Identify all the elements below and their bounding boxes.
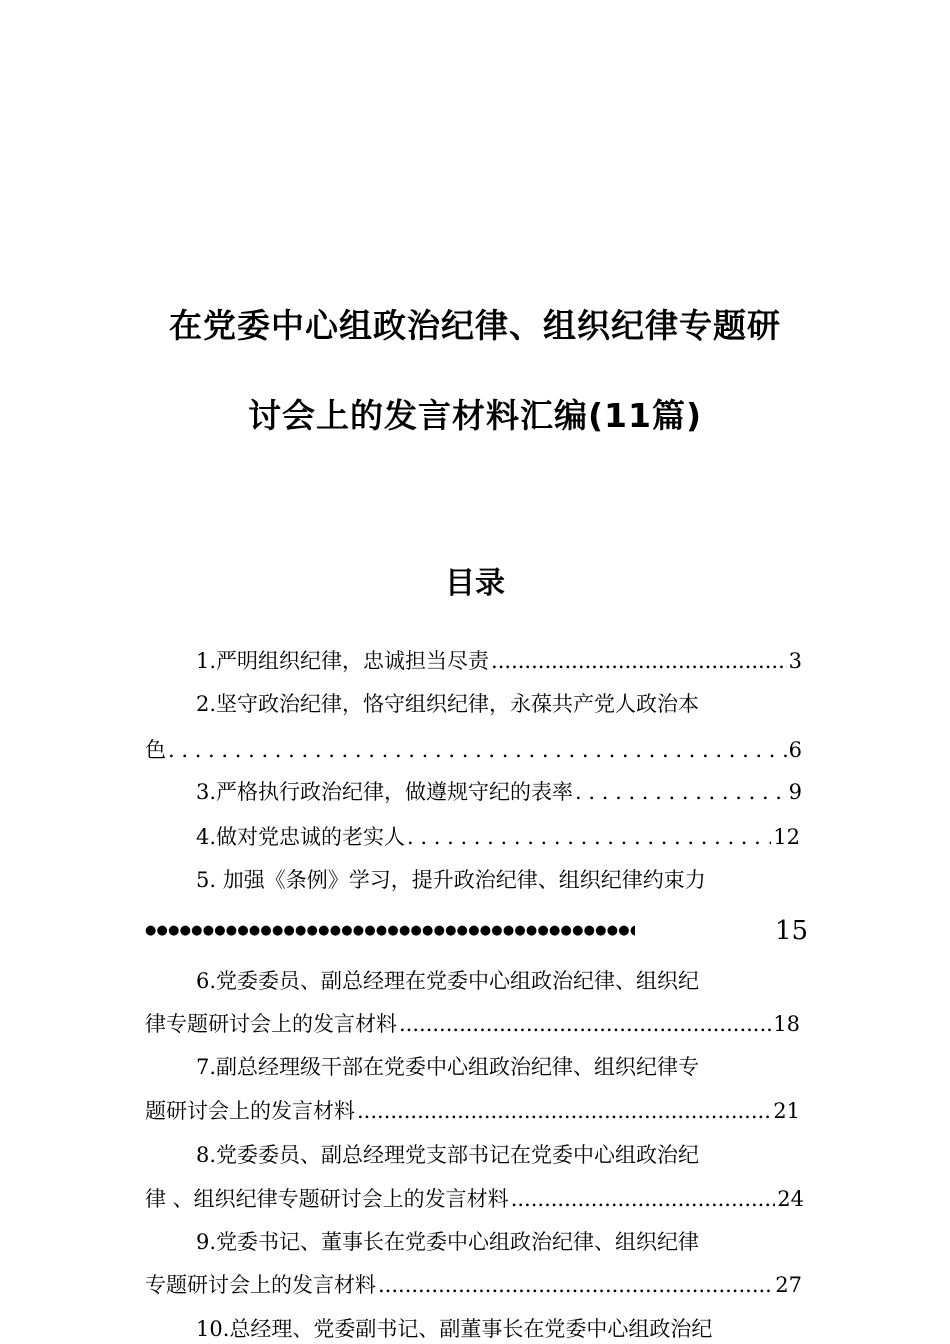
toc-entry-6-line2[interactable] (145, 1009, 800, 1039)
toc-entry-page: 3 (788, 649, 802, 673)
toc-entry-text: 色 (145, 738, 166, 762)
toc-entry-page: 24 (777, 1187, 804, 1211)
toc-entry-text: 1.严明组织纪律，忠诚担当尽责 (196, 649, 490, 673)
toc-entry-text: 9.党委书记、董事长在党委中心组政治纪律、组织纪律 (196, 1230, 700, 1254)
toc-leader-dots (399, 1009, 771, 1039)
toc-entry-9-line1[interactable] (196, 1227, 699, 1257)
toc-entry-text: 题研讨会上的发言材料 (145, 1099, 355, 1123)
toc-entry-page: 27 (775, 1273, 802, 1297)
document-title-line2: 讨会上的发言材料汇编(11篇) (247, 396, 703, 435)
document-title-line1: 在党委中心组政治纪律、组织纪律专题研 (169, 306, 781, 345)
toc-entry-2-line2[interactable] (145, 735, 802, 765)
toc-heading: 目录 (445, 566, 505, 601)
toc-entry-10-line1[interactable] (196, 1314, 712, 1344)
toc-entry-7-line2[interactable] (145, 1096, 800, 1126)
toc-entry-page: 21 (773, 1099, 800, 1123)
toc-entry-3[interactable] (196, 777, 802, 807)
toc-entry-1[interactable] (196, 646, 802, 676)
toc-entry-text: 6.党委委员、副总经理在党委中心组政治纪律、组织纪 (196, 969, 700, 993)
toc-entry-page[interactable]: 15 (775, 916, 809, 946)
toc-entry-7-line1[interactable] (196, 1052, 699, 1082)
toc-leader-dots (378, 1270, 773, 1300)
toc-leader-dots (168, 735, 787, 765)
toc-entry-4[interactable] (196, 822, 800, 852)
toc-entry-text: 3.严格执行政治纪律，做遵规守纪的表率 (196, 780, 574, 804)
toc-entry-6-line1[interactable] (196, 966, 699, 996)
toc-entry-page: 12 (773, 825, 800, 849)
toc-entry-8-line1[interactable] (196, 1140, 699, 1170)
toc-entry-page: 9 (788, 780, 802, 804)
toc-leader-dots (145, 916, 635, 946)
toc-leader-dots (357, 1096, 771, 1126)
toc-entry-text: 专题研讨会上的发言材料 (145, 1273, 376, 1297)
toc-leader-dots (407, 822, 771, 852)
toc-entry-text: 律 、组织纪律专题研讨会上的发言材料 (145, 1187, 509, 1211)
toc-entry-5-line1[interactable] (196, 865, 706, 895)
toc-leader-dots (575, 777, 787, 807)
toc-entry-text: 8.党委委员、副总经理党支部书记在党委中心组政治纪 (196, 1143, 700, 1167)
toc-entry-text: 2.坚守政治纪律，恪守组织纪律，永葆共产党人政治本 (196, 692, 700, 716)
toc-leader-dots (491, 646, 787, 676)
toc-entry-text: 7.副总经理级干部在党委中心组政治纪律、组织纪律专 (196, 1055, 700, 1079)
toc-entry-page: 18 (773, 1012, 800, 1036)
toc-entry-2-line1[interactable] (196, 689, 699, 719)
toc-entry-page: 6 (788, 738, 802, 762)
toc-entry-text: 律专题研讨会上的发言材料 (145, 1012, 397, 1036)
toc-entry-text: 10.总经理、党委副书记、副董事长在党委中心组政治纪 (196, 1317, 713, 1341)
toc-entry-text: 5. 加强《条例》学习，提升政治纪律、组织纪律约束力 (196, 868, 706, 892)
toc-entry-text: 4.做对党忠诚的老实人 (196, 825, 406, 849)
toc-leader-dots (511, 1184, 776, 1214)
toc-entry-8-line2[interactable] (145, 1184, 804, 1214)
toc-entry-9-line2[interactable] (145, 1270, 802, 1300)
